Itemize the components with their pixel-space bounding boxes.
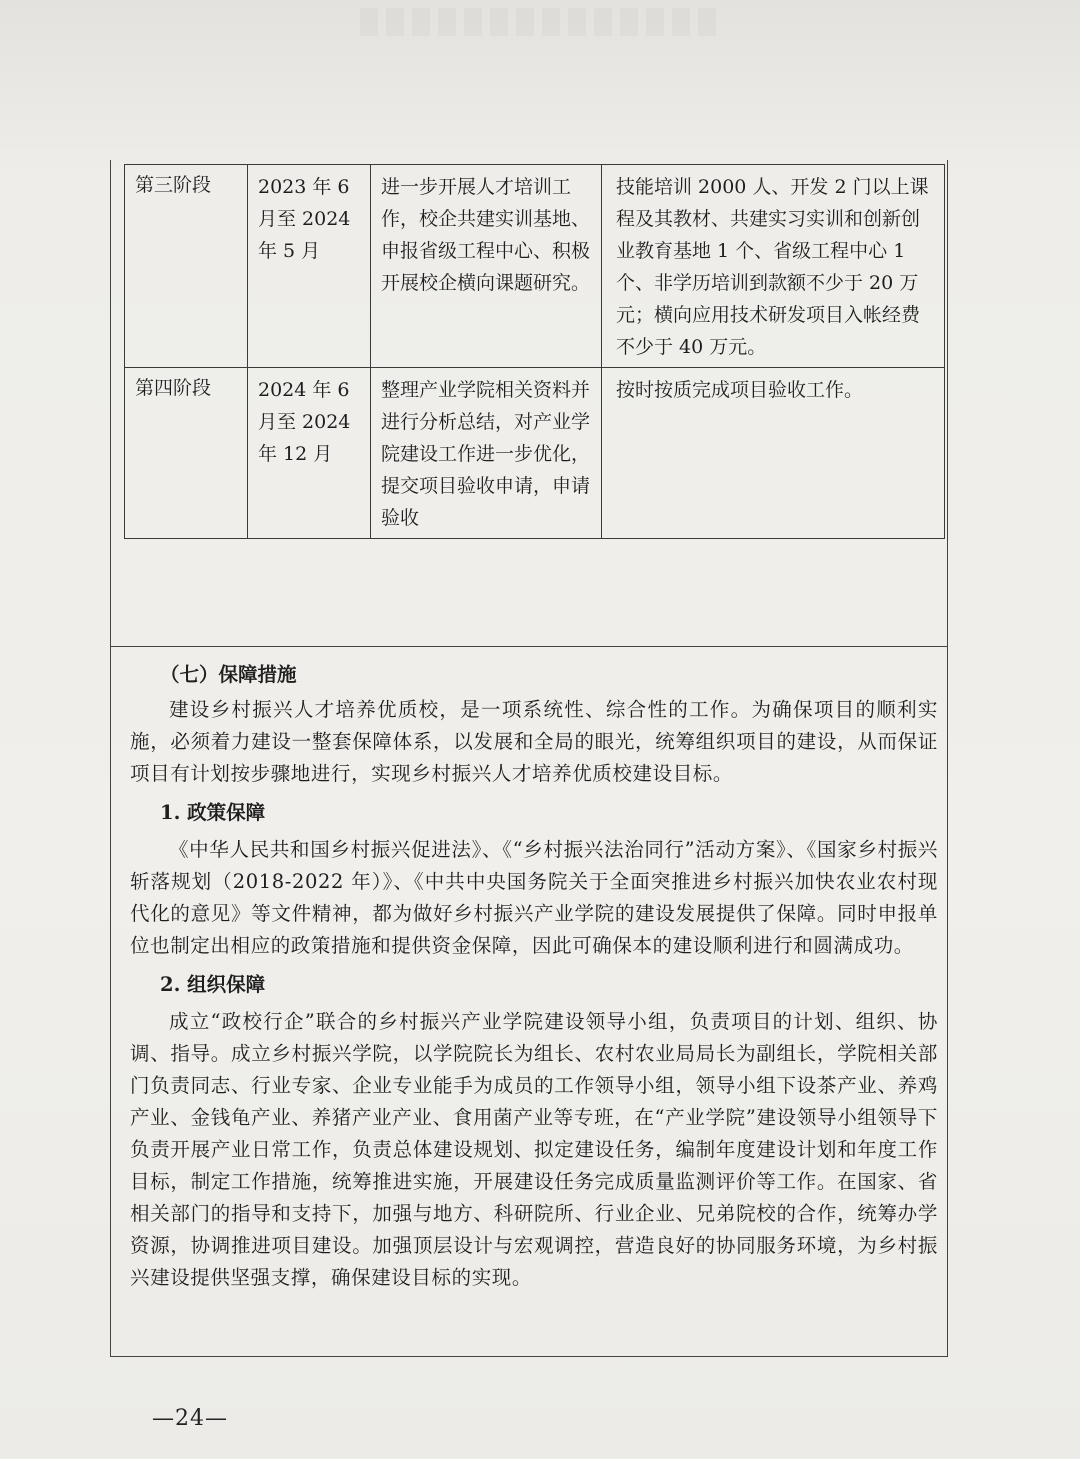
safeguard-section [130, 658, 938, 1298]
table-row [125, 165, 945, 368]
policy-paragraph: 《中华人民共和国乡村振兴促进法》、《“乡村振兴法治同行”活动方案》、《国家乡村振兴斩落规划（2018-2022 年）》、《中共中央国务院关于全面突推进乡村振兴加快农业农村现代化的意见》等文件精神，都为做好乡村振兴产业学院的建设发展提供了保障。同时申报单位也制定出相应的政策措施和提供资金保障，因此可确保本的建设顺利进行和圆满成功。 [130, 838, 938, 957]
bleed-through-text [360, 8, 720, 36]
content-cell: 整理产业学院相关资料并进行分析总结，对产业学院建设工作进一步优化，提交项目验收申请，申请验收 [371, 368, 602, 539]
section-heading: （七）保障措施 [160, 663, 297, 686]
phase-cell: 第三阶段 [125, 165, 248, 368]
org-heading: 2. 组织保障 [160, 973, 266, 996]
time-cell: 2024 年 6 月至 2024 年 12 月 [248, 368, 371, 539]
target-cell: 技能培训 2000 人、开发 2 门以上课程及其教材、共建实习实训和创新创业教育基地 1 个、省级工程中心 1 个、非学历培训到款额不少于 20 万元；横向应用技术研发项目入帐经费不少于 40 万元。 [602, 165, 945, 368]
time-cell: 2023 年 6 月至 2024 年 5 月 [248, 165, 371, 368]
intro-paragraph: 建设乡村振兴人才培养优质校，是一项系统性、综合性的工作。为确保项目的顺利实施，必须着力建设一整套保障体系，以发展和全局的眼光，统筹组织项目的建设，从而保证项目有计划按步骤地进行，实现乡村振兴人才培养优质校建设目标。 [130, 698, 938, 785]
content-cell: 进一步开展人才培训工作，校企共建实训基地、申报省级工程中心、积极开展校企横向课题研究。 [371, 165, 602, 368]
target-cell: 按时按质完成项目验收工作。 [602, 368, 945, 539]
page-number: —24— [152, 1406, 228, 1431]
phase-table [124, 164, 945, 539]
policy-heading: 1. 政策保障 [160, 801, 266, 824]
section-divider [110, 646, 947, 647]
org-paragraph: 成立“政校行企”联合的乡村振兴产业学院建设领导小组，负责项目的计划、组织、协调、指导。成立乡村振兴学院，以学院院长为组长、农村农业局局长为副组长，学院相关部门负责同志、行业专家、企业专业能手为成员的工作领导小组，领导小组下设茶产业、养鸡产业、金钱龟产业、养猪产业产业、食用菌产业等专班，在“产业学院”建设领导小组领导下负责开展产业日常工作，负责总体建设规划、拟定建设任务，编制年度建设计划和年度工作目标，制定工作措施，统筹推进实施，开展建设任务完成质量监测评价等工作。在国家、省相关部门的指导和支持下，加强与地方、科研院所、行业企业、兄弟院校的合作，统筹办学资源，协调推进项目建设。加强顶层设计与宏观调控，营造良好的协同服务环境，为乡村振兴建设提供坚强支撑，确保建设目标的实现。 [130, 1010, 938, 1289]
table-row [125, 368, 945, 539]
phase-cell: 第四阶段 [125, 368, 248, 539]
